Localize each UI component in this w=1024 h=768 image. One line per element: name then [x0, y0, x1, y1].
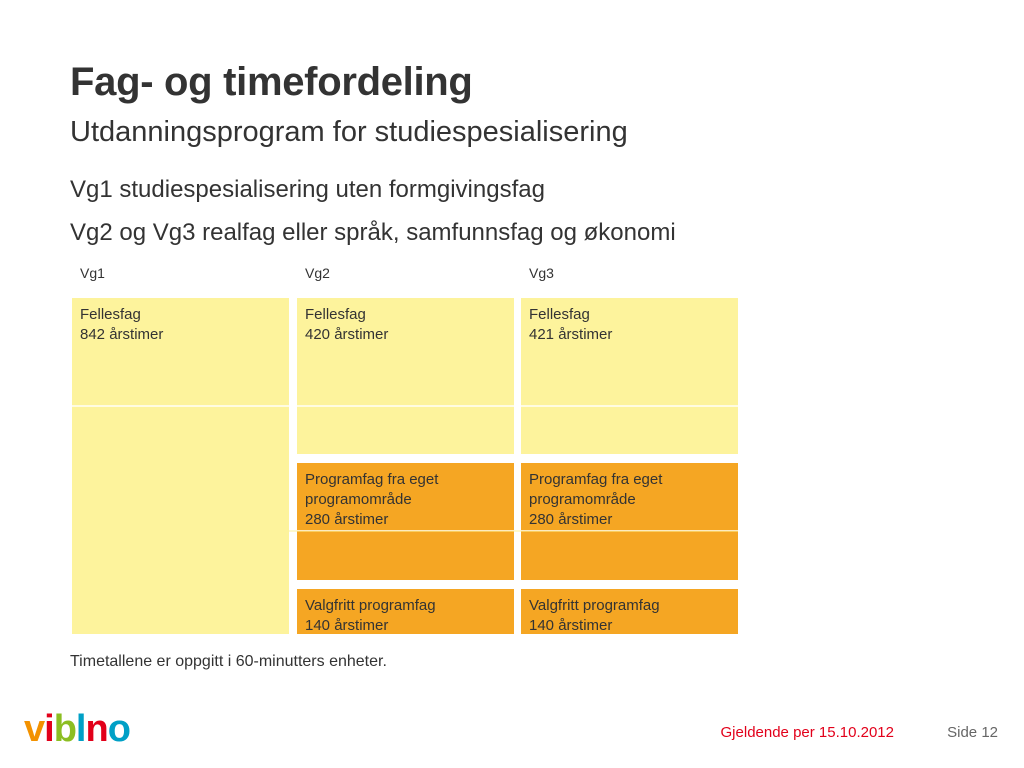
grid-line — [297, 530, 514, 531]
grid-line — [72, 405, 738, 407]
logo-letter: o — [107, 708, 130, 750]
vg3-valgfritt-block — [521, 589, 738, 634]
block-hours: 280 årstimer — [305, 511, 389, 528]
intro-line-vg2-vg3: Vg2 og Vg3 realfag eller språk, samfunnsfag og økonomi — [70, 219, 676, 246]
logo-letter: b — [53, 708, 76, 750]
page-subtitle: Utdanningsprogram for studiespesialisering — [70, 116, 628, 148]
intro-line-vg1: Vg1 studiespesialisering uten formgivingsfag — [70, 176, 545, 203]
block-hours: 140 årstimer — [529, 617, 613, 634]
block-title-line2: programområde — [305, 491, 412, 508]
logo-letter: l — [75, 708, 86, 750]
block-title: Programfag fra eget — [529, 471, 663, 488]
logo-letter: n — [85, 708, 108, 750]
block-hours: 421 årstimer — [529, 326, 613, 343]
vg2-programfag-block — [297, 463, 514, 580]
footer-date: Gjeldende per 15.10.2012 — [720, 724, 894, 741]
page-title: Fag- og timefordeling — [70, 60, 473, 104]
block-hours: 842 årstimer — [80, 326, 164, 343]
vg1-fellesfag-block — [72, 298, 289, 634]
column-header-vg3: Vg3 — [529, 265, 554, 281]
block-hours: 280 årstimer — [529, 511, 613, 528]
vg3-fellesfag-block — [521, 298, 738, 454]
column-header-vg1: Vg1 — [80, 265, 105, 281]
viblino-logo — [24, 708, 130, 751]
page-number: Side 12 — [947, 724, 998, 741]
vg3-programfag-block — [521, 463, 738, 580]
block-title: Programfag fra eget — [305, 471, 439, 488]
block-hours: 420 årstimer — [305, 326, 389, 343]
block-title: Valgfritt programfag — [305, 597, 436, 614]
block-title-line2: programområde — [529, 491, 636, 508]
footnote: Timetallene er oppgitt i 60-minutters enheter. — [70, 653, 387, 670]
block-title: Fellesfag — [305, 306, 366, 323]
vg2-valgfritt-block — [297, 589, 514, 634]
column-header-vg2: Vg2 — [305, 265, 330, 281]
vg2-fellesfag-block — [297, 298, 514, 454]
logo-letter: v — [24, 708, 45, 750]
block-title: Fellesfag — [80, 306, 141, 323]
block-title: Valgfritt programfag — [529, 597, 660, 614]
block-title: Fellesfag — [529, 306, 590, 323]
grid-line — [521, 530, 738, 531]
block-hours: 140 årstimer — [305, 617, 389, 634]
logo-letter: i — [44, 708, 54, 750]
